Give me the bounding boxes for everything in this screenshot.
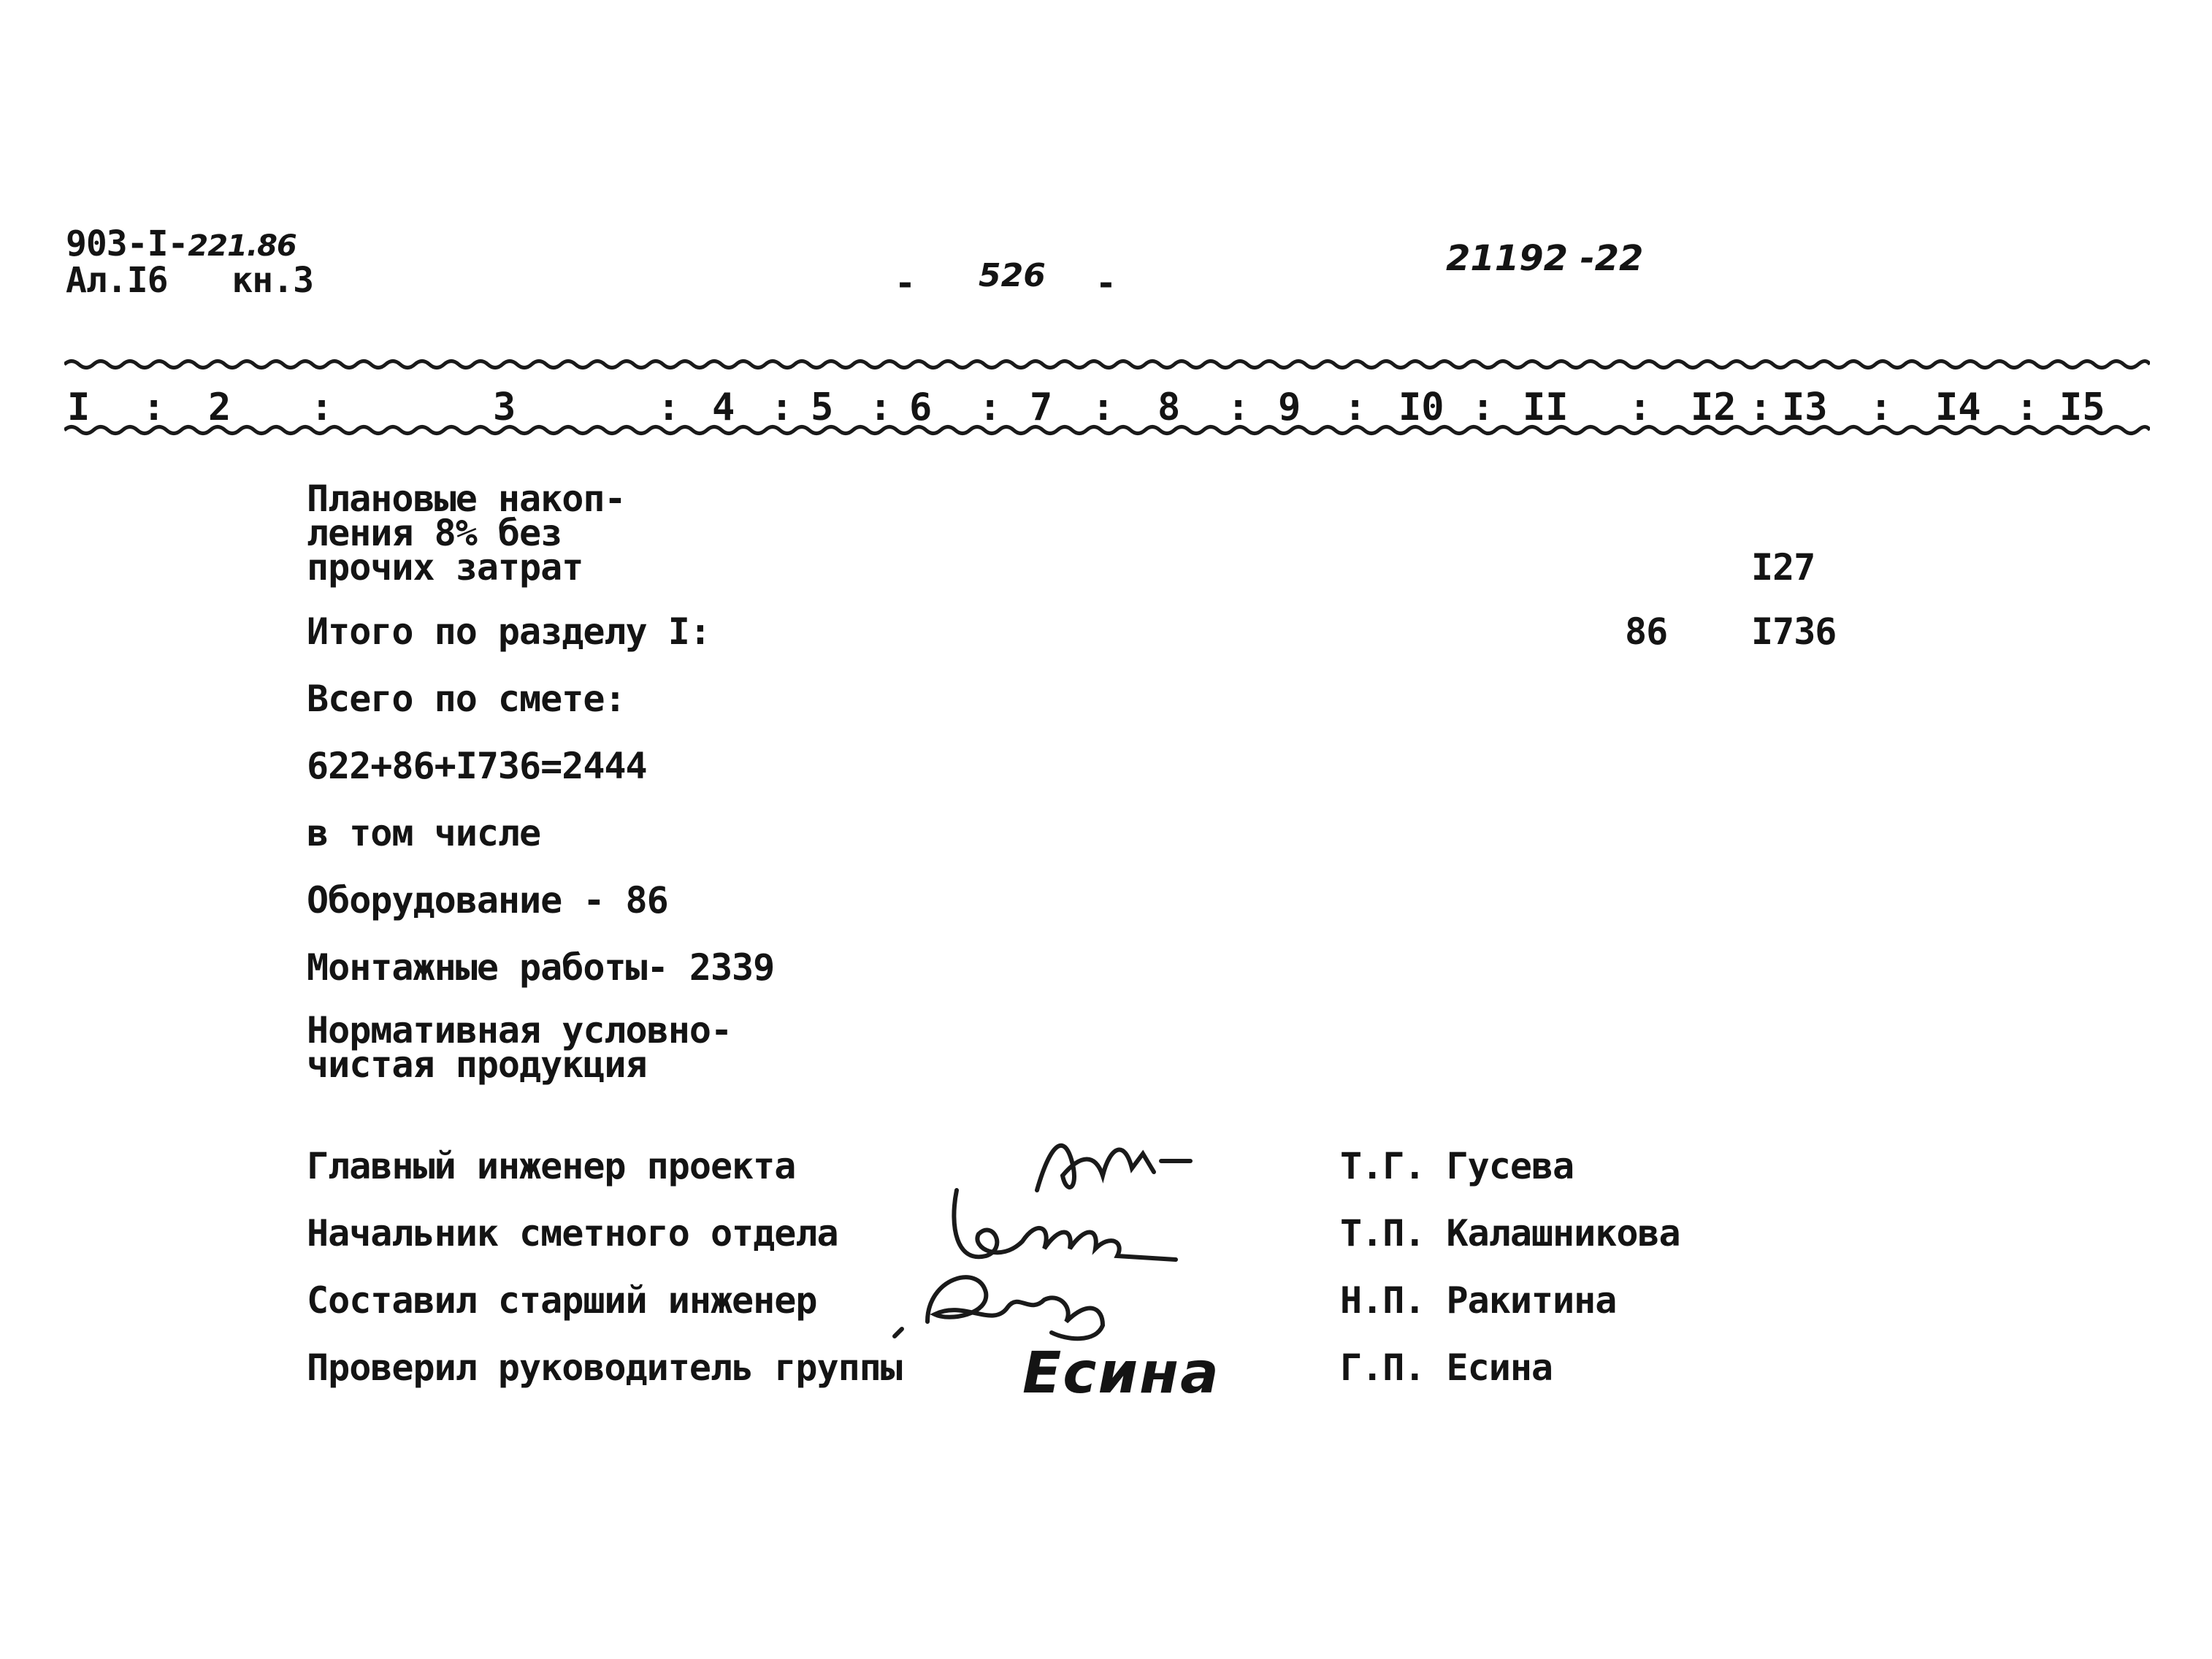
planned-savings-line: прочих затрат	[307, 546, 583, 589]
column-separator: :	[1344, 386, 1367, 429]
column-separator: :	[142, 386, 166, 429]
book-label: кн.3	[231, 260, 313, 301]
signature-name-checker: Г.П. Есина	[1340, 1346, 1553, 1389]
signature-scribble-compiler	[884, 1256, 1125, 1351]
estimate-total-label: Всего по смете:	[307, 678, 626, 720]
column-number: 5	[811, 386, 834, 429]
signature-role-compiler: Составил старший инженер	[307, 1279, 817, 1322]
column-number: I4	[1935, 386, 1981, 429]
column-separator: :	[770, 386, 794, 429]
signature-role-chief-engineer: Главный инженер проекта	[307, 1145, 796, 1187]
column-number: I2	[1691, 386, 1737, 429]
document-code-prefix: 903-I-	[66, 223, 188, 264]
signature-name-compiler: Н.П. Ракитина	[1340, 1279, 1617, 1322]
column-number: 2	[208, 386, 231, 429]
column-separator: :	[1092, 386, 1115, 429]
column-number: 8	[1157, 386, 1181, 429]
column-number: 3	[493, 386, 516, 429]
order-number: 21192 -22	[1446, 238, 1644, 279]
column-separator: :	[1472, 386, 1495, 429]
planned-savings-label	[307, 478, 626, 589]
signature-handwritten-checker: Есина	[1022, 1341, 1220, 1406]
column-number: I3	[1782, 386, 1828, 429]
equipment-line: Оборудование - 86	[307, 879, 668, 922]
section-total-col13: I736	[1751, 610, 1837, 653]
document-code-handwritten: 221.86	[188, 229, 296, 263]
signature-role-estimate-head: Начальник сметного отдела	[307, 1212, 838, 1254]
column-number: I	[67, 386, 91, 429]
column-separator: :	[1870, 386, 1893, 429]
estimate-formula: 622+86+I736=2444	[307, 745, 647, 787]
section-total-label: Итого по разделу I:	[307, 610, 711, 653]
top-wavy-rule	[64, 356, 2150, 372]
installation-line: Монтажные работы- 2339	[307, 946, 775, 989]
normative-label	[307, 1009, 732, 1086]
column-separator: :	[1227, 386, 1250, 429]
column-separator: :	[979, 386, 1002, 429]
section-total-col12: 86	[1625, 610, 1668, 653]
column-separator: :	[2016, 386, 2039, 429]
signature-name-estimate-head: Т.П. Калашникова	[1340, 1212, 1680, 1254]
column-number: I5	[2059, 386, 2105, 429]
column-number: I0	[1398, 386, 1444, 429]
signature-name-chief-engineer: Т.Г. Гусева	[1340, 1145, 1574, 1187]
column-number: 7	[1030, 386, 1053, 429]
column-separator: :	[657, 386, 681, 429]
album-book	[66, 260, 313, 301]
signature-role-checker: Проверил руководитель группы	[307, 1346, 902, 1389]
document-code	[66, 223, 296, 264]
column-number: II	[1523, 386, 1569, 429]
including-label: в том числе	[307, 812, 541, 854]
page-dash-left: -	[895, 263, 915, 304]
page-dash-right: -	[1095, 263, 1116, 304]
column-separator: :	[310, 386, 334, 429]
column-number: 4	[712, 386, 735, 429]
page-number: 526	[979, 257, 1046, 294]
planned-savings-line: Плановые накоп-	[307, 478, 626, 520]
normative-line: чистая продукция	[307, 1043, 647, 1086]
column-separator: :	[869, 386, 892, 429]
column-separator: :	[1629, 386, 1652, 429]
column-wavy-rule	[64, 422, 2150, 438]
album-label: Ал.I6	[66, 260, 168, 301]
column-number: 6	[909, 386, 933, 429]
planned-savings-line: ления 8% без	[307, 512, 562, 554]
column-number: 9	[1278, 386, 1301, 429]
normative-line: Нормативная условно-	[307, 1009, 732, 1051]
column-separator: :	[1749, 386, 1772, 429]
planned-savings-col13: I27	[1751, 546, 1815, 589]
